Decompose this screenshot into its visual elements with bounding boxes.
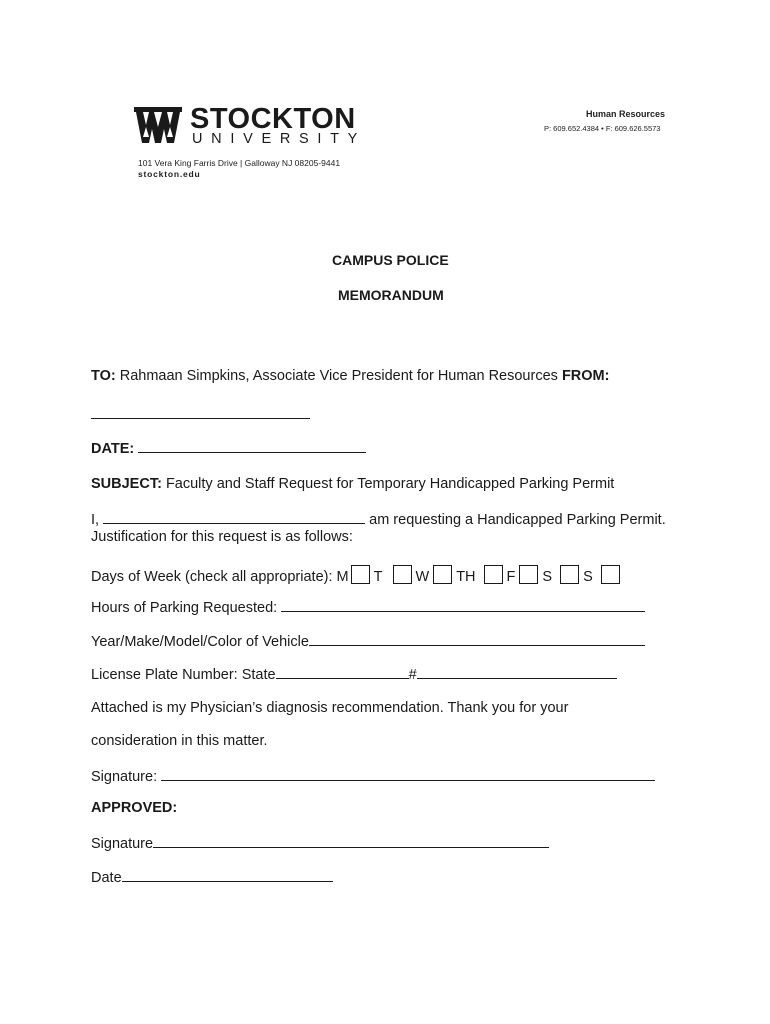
vehicle-line bbox=[91, 632, 645, 651]
document-title: CAMPUS POLICE bbox=[332, 252, 449, 268]
day-checkbox-f[interactable] bbox=[519, 565, 538, 584]
day-label-m: M bbox=[336, 569, 349, 585]
plate-hash: # bbox=[408, 667, 417, 683]
plate-line bbox=[91, 665, 617, 684]
hours-field[interactable] bbox=[281, 598, 645, 612]
approved-date-line bbox=[91, 868, 333, 887]
from-label: FROM: bbox=[561, 368, 610, 384]
to-line bbox=[91, 368, 609, 385]
hours-label: Hours of Parking Requested: bbox=[91, 600, 278, 616]
request-prefix: I, bbox=[91, 512, 100, 528]
approved-signature-label: Signature bbox=[91, 836, 154, 852]
day-label-w: W bbox=[415, 569, 430, 585]
plate-number-field[interactable] bbox=[417, 665, 617, 679]
phone-numbers: P: 609.652.4384 • F: 609.626.5573 bbox=[544, 124, 661, 133]
subject-label: SUBJECT: bbox=[91, 476, 162, 492]
date-field[interactable] bbox=[138, 439, 366, 453]
attached-line-2: consideration in this matter. bbox=[91, 733, 268, 749]
day-checkbox-s2[interactable] bbox=[601, 565, 620, 584]
plate-label: License Plate Number: State bbox=[91, 667, 276, 683]
request-suffix: am requesting a Handicapped Parking Permit. bbox=[369, 512, 666, 528]
days-label: Days of Week (check all appropriate): bbox=[91, 569, 333, 585]
from-field[interactable] bbox=[91, 404, 310, 419]
day-label-s2: S bbox=[583, 569, 593, 585]
vehicle-field[interactable] bbox=[309, 632, 645, 646]
to-value: Rahmaan Simpkins, Associate Vice President for Human Resources bbox=[119, 368, 558, 384]
approved-date-label: Date bbox=[91, 870, 122, 886]
stockton-tree-logo-icon bbox=[134, 107, 182, 143]
website: stockton.edu bbox=[138, 169, 201, 179]
day-checkbox-w[interactable] bbox=[433, 565, 452, 584]
address: 101 Vera King Farris Drive | Galloway NJ 08205-9441 bbox=[138, 158, 341, 168]
hours-line bbox=[91, 598, 645, 617]
approved-label: APPROVED: bbox=[91, 800, 178, 816]
day-label-s1: S bbox=[542, 569, 553, 585]
university-subname: UNIVERSITY bbox=[192, 131, 367, 147]
day-checkbox-m[interactable] bbox=[351, 565, 370, 584]
date-line bbox=[91, 439, 366, 458]
to-label: TO: bbox=[91, 368, 116, 384]
day-label-t: T bbox=[373, 569, 383, 585]
attached-line-1: Attached is my Physician’s diagnosis recommendation. Thank you for your bbox=[91, 700, 569, 716]
approved-signature-field[interactable] bbox=[153, 834, 549, 848]
university-name: STOCKTON bbox=[190, 103, 356, 135]
document-subtitle: MEMORANDUM bbox=[338, 287, 444, 303]
justification: Justification for this request is as follows: bbox=[91, 529, 353, 545]
request-line bbox=[91, 510, 666, 529]
approved-signature-line bbox=[91, 834, 549, 853]
subject-line bbox=[91, 476, 614, 493]
date-label: DATE: bbox=[91, 441, 135, 457]
vehicle-label: Year/Make/Model/Color of Vehicle bbox=[91, 634, 309, 650]
day-checkbox-th[interactable] bbox=[484, 565, 503, 584]
day-label-f: F bbox=[506, 569, 516, 585]
plate-state-field[interactable] bbox=[276, 665, 409, 679]
signature-label: Signature: bbox=[91, 769, 158, 785]
department: Human Resources bbox=[586, 109, 666, 119]
days-line bbox=[91, 565, 624, 586]
day-checkbox-t[interactable] bbox=[393, 565, 412, 584]
day-label-th: TH bbox=[456, 569, 476, 585]
approved-date-field[interactable] bbox=[122, 868, 333, 882]
day-checkbox-s1[interactable] bbox=[560, 565, 579, 584]
subject-value: Faculty and Staff Request for Temporary Handicapped Parking Permit bbox=[165, 476, 615, 492]
requester-name-field[interactable] bbox=[103, 510, 365, 524]
signature-field[interactable] bbox=[161, 767, 655, 781]
signature-line bbox=[91, 767, 655, 786]
